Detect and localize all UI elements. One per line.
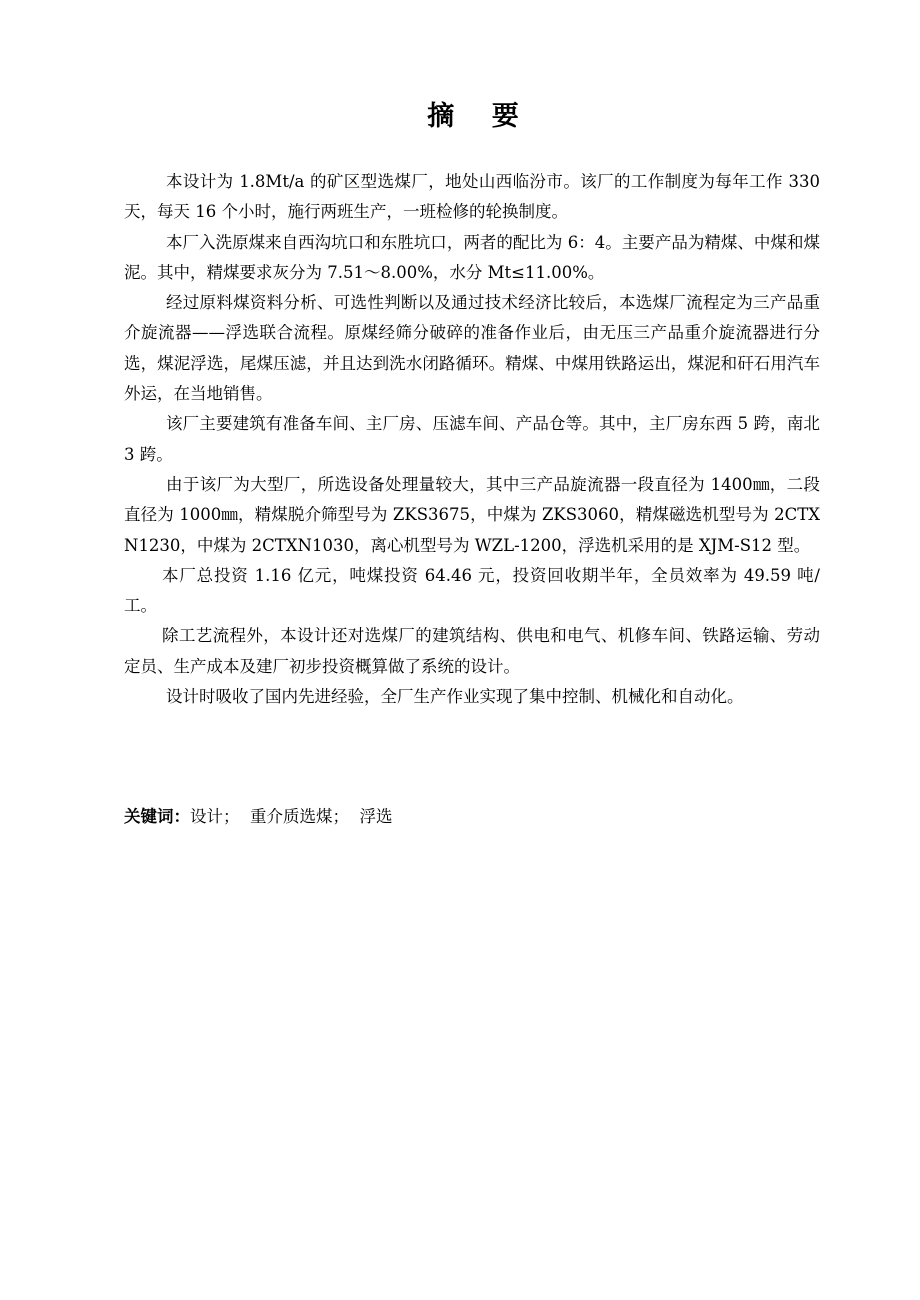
- abstract-paragraph: 本设计为 1.8Mt/a 的矿区型选煤厂，地处山西临汾市。该厂的工作制度为每年工作 330 天，每天 16 个小时，施行两班生产，一班检修的轮换制度。: [124, 172, 820, 222]
- abstract-paragraph: 本厂入洗原煤来自西沟坑口和东胜坑口，两者的配比为 6：4。主要产品为精煤、中煤和煤泥。其中，精煤要求灰分为 7.51～8.00%，水分 Mt≤11.00%。: [124, 232, 820, 282]
- keywords-line: [124, 802, 392, 832]
- abstract-paragraph: 由于该厂为大型厂，所选设备处理量较大，其中三产品旋流器一段直径为 1400㎜，二段直径为 1000㎜，精煤脱介筛型号为 ZKS3675，中煤为 ZKS3060，精煤磁选机型号为 2CTXN1230，中煤为 2CTXN1030，离心机型号为 WZL-1200，浮选机采用的是 XJM-S12 型。: [124, 474, 820, 555]
- page-title: 摘 要: [427, 101, 519, 132]
- abstract-paragraph: 除工艺流程外，本设计还对选煤厂的建筑结构、供电和电气、机修车间、铁路运输、劳动定员、生产成本及建厂初步投资概算做了系统的设计。: [124, 626, 820, 676]
- keywords-label: 关键词：: [124, 807, 190, 826]
- abstract-paragraph: 经过原料煤资料分析、可选性判断以及通过技术经济比较后，本选煤厂流程定为三产品重介旋流器——浮选联合流程。原煤经筛分破碎的准备作业后，由无压三产品重介旋流器进行分选，煤泥浮选，尾煤压滤，并且达到洗水闭路循环。精煤、中煤用铁路运出，煤泥和矸石用汽车外运，在当地销售。: [124, 293, 820, 404]
- abstract-paragraph: 该厂主要建筑有准备车间、主厂房、压滤车间、产品仓等。其中，主厂房东西 5 跨，南北 3 跨。: [124, 414, 820, 464]
- abstract-body: [124, 167, 820, 712]
- abstract-paragraph: 本厂总投资 1.16 亿元，吨煤投资 64.46 元，投资回收期半年，全员效率为 49.59 吨/工。: [124, 565, 820, 616]
- abstract-paragraph: 设计时吸收了国内先进经验，全厂生产作业实现了集中控制、机械化和自动化。: [166, 687, 744, 707]
- keywords-value: 设计； 重介质选煤； 浮选: [190, 807, 393, 826]
